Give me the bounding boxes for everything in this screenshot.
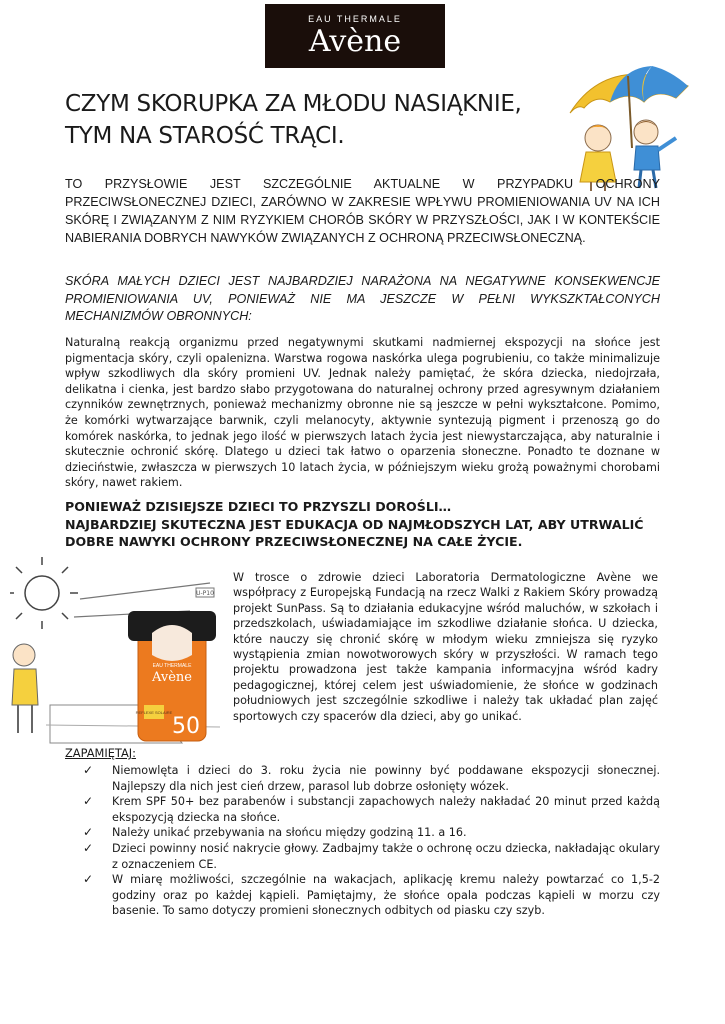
lead-paragraph: SKÓRA MAŁYCH DZIECI JEST NAJBARDZIEJ NARAŻONA NA NEGATYWNE KONSEKWENCJE PROMIENIOWANIA UV, PONIEWAŻ NIE MA JESZCZE W PEŁNI WYKSZKTAŁCONYCH MECHANIZMÓW OBRONNYCH: (65, 274, 660, 323)
body-paragraph-1: Naturalną reakcją organizmu przed negatywnymi skutkami nadmiernej ekspozycji na słońce jest pigmentacja skóry, czyli opalenizna. Warstwa rogowa naskórka ulega pogrubieniu, co także minimalizuje wpływ szkodliwych dla skóry promieni UV. Jednak należy pamiętać, że skóra dziecka, niedojrzała, delikatna i cienka, jest bardzo słabo przygotowana do naturalnej ochrony przed agresywnym działaniem czynników zewnętrznych, ponieważ mechanizmy obronne nie są jeszcze w pełni wykształcone. Pomimo, że komórki wytwarzające barwnik, czyli melanocyty, aktywnie syntezują pigment i przenoszą go do komórek naskórka, to jednak jego ilość w pierwszych latach życia jest niewystarczająca, aby naturalnie i skutecznie ochronić skórę. Dlatego u dzieci tak łatwo o oparzenia słoneczne. Ponadto te doznane w dzieciństwie, zwłaszcza w pierwszych 10 latach życia, w późniejszym wieku grożą poważnymi chorobami skóry, nawet rakiem. (65, 336, 660, 490)
list-item-text: W miarę możliwości, szczególnie na wakacjach, aplikację kremu należy powtarzać co 1,5-2 godziny oraz po każdej kąpieli. Pamiętajmy, że słońce opala podczas kąpieli w morzu czy basenie. To samo dotyczy promieni słonecznych odbitych od piasku czy szyb. (112, 873, 660, 918)
product-brand: Avène (152, 670, 192, 685)
checkmark-icon: ✓ (83, 872, 94, 887)
title-line-2: TYM NA STAROŚĆ TRĄCI. (65, 123, 345, 149)
logo-brand: Avène (308, 24, 402, 59)
list-item-text: Krem SPF 50+ bez parabenów i substancji zapachowych należy nakładać 20 minut przed każdą ekspozycją dziecka na słońce. (112, 795, 660, 824)
product-spf: 50 (172, 714, 200, 739)
list-item-text: Dzieci powinny nosić nakrycie głowy. Zadbajmy także o ochronę oczu dziecka, nakładając okulary z oznaczeniem CE. (112, 841, 660, 871)
list-item (72, 794, 660, 825)
sign-label: U-P10 (196, 590, 214, 597)
section-heading (65, 498, 685, 551)
product-brand-small: EAU THERMALE (152, 663, 192, 669)
list-item (72, 872, 660, 919)
product-label: REFLEXE SOLAIRE (135, 710, 173, 715)
checklist (72, 763, 660, 919)
checkmark-icon: ✓ (83, 840, 94, 855)
intro-paragraph: TO PRZYSŁOWIE JEST SZCZEGÓLNIE AKTUALNE W PRZYPADKU OCHRONY PRZECIWSŁONECZNEJ DZIECI, ZARÓWNO W ZAKRESIE WPŁYWU PROMIENIOWANIA UV NA ICH SKÓRĘ I ZWIĄZANYM Z NIM RYZYKIEM CHORÓB SKÓRY W PRZYSZŁOŚCI, JAK I W KONTEKŚCIE NABIERANIA DOBRYCH NAWYKÓW ZWIĄZANYCH Z OCHRONĄ PRZECIWSŁONECZNĄ. (65, 177, 660, 245)
list-item-text: Niemowlęta i dzieci do 3. roku życia nie powinny być poddawane ekspozycji słonecznej. Najlepszy dla nich jest cień drzew, parasol lub dobrze osłonięty wózek. (112, 764, 660, 793)
remember-heading: ZAPAMIĘTAJ: (65, 746, 136, 760)
page-title (65, 88, 565, 152)
section-heading-line-1: PONIEWAŻ DZISIEJSZE DZIECI TO PRZYSZLI DOROŚLI… (65, 499, 452, 514)
list-item (72, 825, 660, 841)
checkmark-icon: ✓ (83, 763, 94, 777)
list-item-text: Należy unikać przebywania na słońcu między godziną 11. a 16. (112, 826, 467, 840)
list-item (72, 763, 660, 794)
section-heading-line-2: NAJBARDZIEJ SKUTECZNA JEST EDUKACJA OD NAJMŁODSZYCH LAT, ABY UTRWALIĆ (65, 516, 644, 532)
body-paragraph-2: W trosce o zdrowie dzieci Laboratoria Dermatologiczne Avène we współpracy z Europejską Fundacją na rzecz Walki z Rakiem Skóry prowadzą projekt SunPass. Są to działania edukacyjne wśród maluchów, w szkołach i przedszkolach, uświadamiające im szkodliwe działanie słońca. U dziecka, które nauczy się chronić skórę w młodym wieku zmniejsza się ryzyko wystąpienia zmian nowotworowych skóry w przyszłości. W ramach tego projektu prowadzona jest także kampania informacyjna wśród kadry pedagogicznej, której celem jest uświadomienie, że słońce w godzinach południowych jest szczególnie szkodliwe i należy tak układać plan zajęć sportowych czy spacerów dla dzieci, aby go unikać. (233, 571, 658, 723)
title-line-1: CZYM SKORUPKA ZA MŁODU NASIĄKNIE, (65, 91, 522, 117)
sun-children-product-illustration (10, 555, 220, 745)
section-heading-line-3: DOBRE NAWYKI OCHRONY PRZECIWSŁONECZNEJ NA CAŁE ŻYCIE. (65, 534, 523, 549)
logo-subtitle: EAU THERMALE (308, 14, 402, 24)
avene-logo (265, 4, 445, 68)
checkmark-icon: ✓ (83, 825, 94, 840)
list-item (72, 841, 660, 872)
children-umbrella-illustration (548, 58, 698, 193)
checkmark-icon: ✓ (83, 794, 94, 809)
